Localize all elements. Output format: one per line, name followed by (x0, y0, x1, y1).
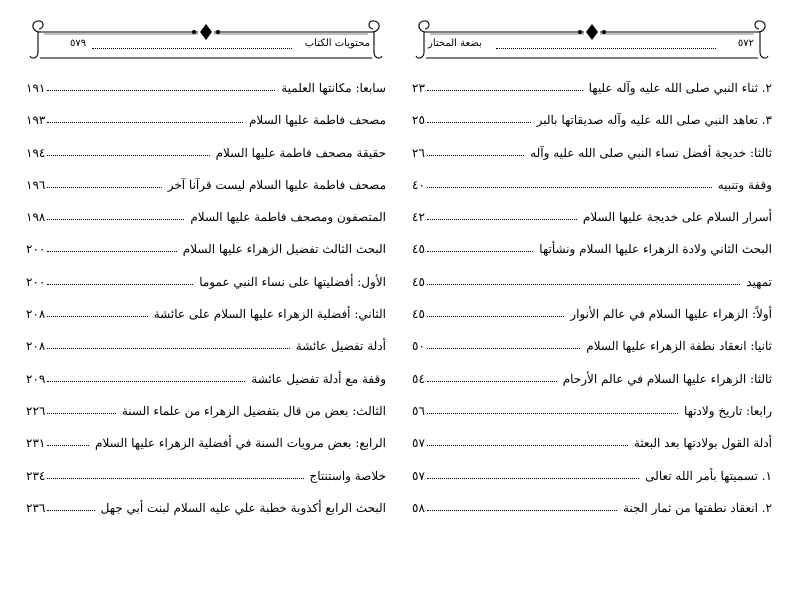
toc-entry-page: ٢٠٨ (26, 339, 46, 354)
dot-leader (47, 316, 148, 317)
toc-entry-page: ٢٠٨ (26, 307, 46, 322)
dot-leader (427, 251, 533, 252)
toc-entry (412, 369, 772, 401)
toc-entry-title: تمهيد (746, 274, 772, 289)
toc-entry-page: ٤٥ (412, 274, 425, 289)
toc-entry-page: ٢٥ (412, 113, 425, 128)
toc-entry-page: ٢٠٠ (26, 274, 46, 289)
toc-entry (412, 239, 772, 271)
toc-entry-title: الثالث: بعض من قال بتفضيل الزهراء من علماء السنة (121, 403, 386, 418)
toc-entry-page: ٤٢ (412, 210, 425, 225)
dot-leader (427, 381, 557, 382)
toc-entry (26, 207, 386, 239)
dot-leader (427, 316, 564, 317)
dot-leader (427, 478, 639, 479)
toc-entry-title: خلاصة واستنتاج (309, 468, 386, 483)
toc-entry-title: البحث الرابع أكذوبة خطبة علي عليه السلام لبنت أبي جهل (100, 500, 386, 515)
toc-entry-title: رابعا: تاريخ ولادتها (684, 403, 772, 418)
toc-entry-title: أدلة تفضيل عائشة (295, 339, 386, 354)
toc-entry-page: ١٩٣ (26, 113, 46, 128)
toc-entry (26, 175, 386, 207)
toc-entry-page: ٥٧ (412, 468, 425, 483)
toc-entry-page: ٢٦ (412, 145, 425, 160)
toc-entry-page: ٥٨ (412, 500, 425, 515)
toc-entry-title: أدلة القول بولادتها بعد البعثة (633, 436, 772, 451)
toc-entry-page: ٥٧ (412, 436, 425, 451)
right-page (412, 0, 772, 602)
dot-leader (47, 478, 304, 479)
toc-entry (26, 498, 386, 530)
toc-entry-page: ٤٥ (412, 242, 425, 257)
toc-entry-page: ٢٠٩ (26, 371, 46, 386)
page-header (26, 18, 386, 62)
dot-leader (47, 90, 275, 91)
dot-leader (47, 348, 290, 349)
toc-entry-page: ٥٠ (412, 339, 425, 354)
toc-entry-title: مصحف فاطمة عليها السلام ليست قرآنا آخر (167, 177, 386, 192)
toc-entry (26, 272, 386, 304)
toc-entry (412, 143, 772, 175)
toc-entry (26, 401, 386, 433)
toc-entry-page: ٤٠ (412, 177, 425, 192)
toc-entry-title: ٢. ثناء النبي صلى الله عليه وآله عليها (588, 81, 772, 95)
toc-entry (412, 336, 772, 368)
toc-entry-title: ثالثا: الزهراء عليها السلام في عالم الأرحام (562, 371, 772, 386)
toc-entry (412, 175, 772, 207)
toc-entry (412, 78, 772, 110)
toc-entry-page: ٢٢٦ (26, 403, 46, 418)
dot-leader (427, 187, 712, 188)
dot-leader (47, 510, 95, 511)
page-header (412, 18, 772, 62)
toc-entry-title: حقيقة مصحف فاطمة عليها السلام (215, 145, 386, 160)
toc-entry-title: البحث الثاني ولادة الزهراء عليها السلام ونشأتها (539, 242, 772, 257)
toc-entry (26, 143, 386, 175)
toc-entry (412, 433, 772, 465)
toc-entry (412, 272, 772, 304)
toc-entry (26, 78, 386, 110)
dot-leader (47, 219, 184, 220)
toc-entry-title: وقفة مع أدلة تفضيل عائشة (251, 371, 386, 386)
toc-entry-page: ٢٣٤ (26, 468, 46, 483)
dot-leader (427, 510, 617, 511)
toc-entry-page: ٢٠٠ (26, 242, 46, 257)
dot-leader (47, 187, 162, 188)
toc-entry-title: أولاً: الزهراء عليها السلام في عالم الأنوار (570, 307, 772, 322)
toc-entry (26, 466, 386, 498)
dot-leader (427, 155, 524, 156)
dot-leader (47, 284, 193, 285)
dot-leader (47, 413, 116, 414)
toc-entry-title: سابعا: مكانتها العلمية (281, 81, 386, 95)
toc-entry-title: وقفة وتنبيه (717, 177, 772, 192)
toc-entry-page: ٢٣٦ (26, 500, 46, 515)
toc-entry-page: ١٩٨ (26, 210, 46, 225)
toc-entry-title: ٣. تعاهد النبي صلى الله عليه وآله صديقاتها بالبر (536, 113, 772, 128)
toc-entry-title: الثاني: أفضلية الزهراء عليها السلام على عائشة (153, 307, 386, 322)
toc-entry-page: ٢٣١ (26, 436, 46, 451)
dot-leader (427, 413, 678, 414)
dot-leader (47, 155, 210, 156)
toc-entry-title: البحث الثالث تفضيل الزهراء عليها السلام (182, 242, 386, 257)
toc-entry-title: ١. تسميتها بأمر الله تعالى (645, 468, 772, 483)
toc-entry-page: ١٩٦ (26, 177, 46, 192)
toc-entry (26, 336, 386, 368)
dot-leader (47, 251, 177, 252)
toc-list (26, 78, 386, 530)
toc-entry (26, 304, 386, 336)
dot-leader (47, 445, 89, 446)
header-title: بضعة المختار (428, 38, 482, 49)
dot-leader (427, 284, 740, 285)
toc-entry (412, 401, 772, 433)
toc-entry (412, 466, 772, 498)
header-page-number: ٥٧٩ (70, 38, 87, 49)
dot-leader (427, 90, 583, 91)
toc-entry (412, 498, 772, 530)
dot-leader (47, 381, 245, 382)
dot-leader (427, 219, 577, 220)
toc-entry-title: أسرار السلام على خديجة عليها السلام (582, 210, 772, 225)
toc-entry-title: ثانيا: انعقاد نطفة الزهراء عليها السلام (586, 339, 772, 354)
toc-entry (26, 239, 386, 271)
toc-entry-title: مصحف فاطمة عليها السلام (249, 113, 386, 128)
dot-leader (47, 122, 243, 123)
toc-entry-title: ثالثا: خديجة أفضل نساء النبي صلى الله عليه وآله (530, 145, 772, 160)
toc-entry-page: ٥٦ (412, 403, 425, 418)
toc-entry (412, 207, 772, 239)
toc-list (412, 78, 772, 530)
dot-leader (427, 445, 628, 446)
toc-entry-page: ٢٣ (412, 81, 425, 95)
toc-entry-page: ٤٥ (412, 307, 425, 322)
toc-entry (412, 110, 772, 142)
toc-entry-title: الرابع: بعض مرويات السنة في أفضلية الزهراء عليها السلام (95, 436, 386, 451)
toc-entry-page: ٥٤ (412, 371, 425, 386)
toc-entry-title: الأول: أفضليتها على نساء النبي عموما (199, 274, 386, 289)
toc-entry-title: المتصفون ومصحف فاطمة عليها السلام (190, 210, 386, 225)
dot-leader (427, 122, 531, 123)
header-title: محتويات الكتاب (304, 38, 370, 49)
toc-entry (26, 433, 386, 465)
toc-entry-page: ١٩١ (26, 81, 46, 95)
toc-entry (412, 304, 772, 336)
left-page (26, 0, 386, 602)
header-page-number: ٥٧٢ (737, 38, 754, 49)
toc-entry (26, 110, 386, 142)
toc-entry-page: ١٩٤ (26, 145, 46, 160)
toc-entry-title: ٢. انعقاد نطفتها من ثمار الجنة (622, 500, 772, 515)
toc-entry (26, 369, 386, 401)
dot-leader (427, 348, 580, 349)
